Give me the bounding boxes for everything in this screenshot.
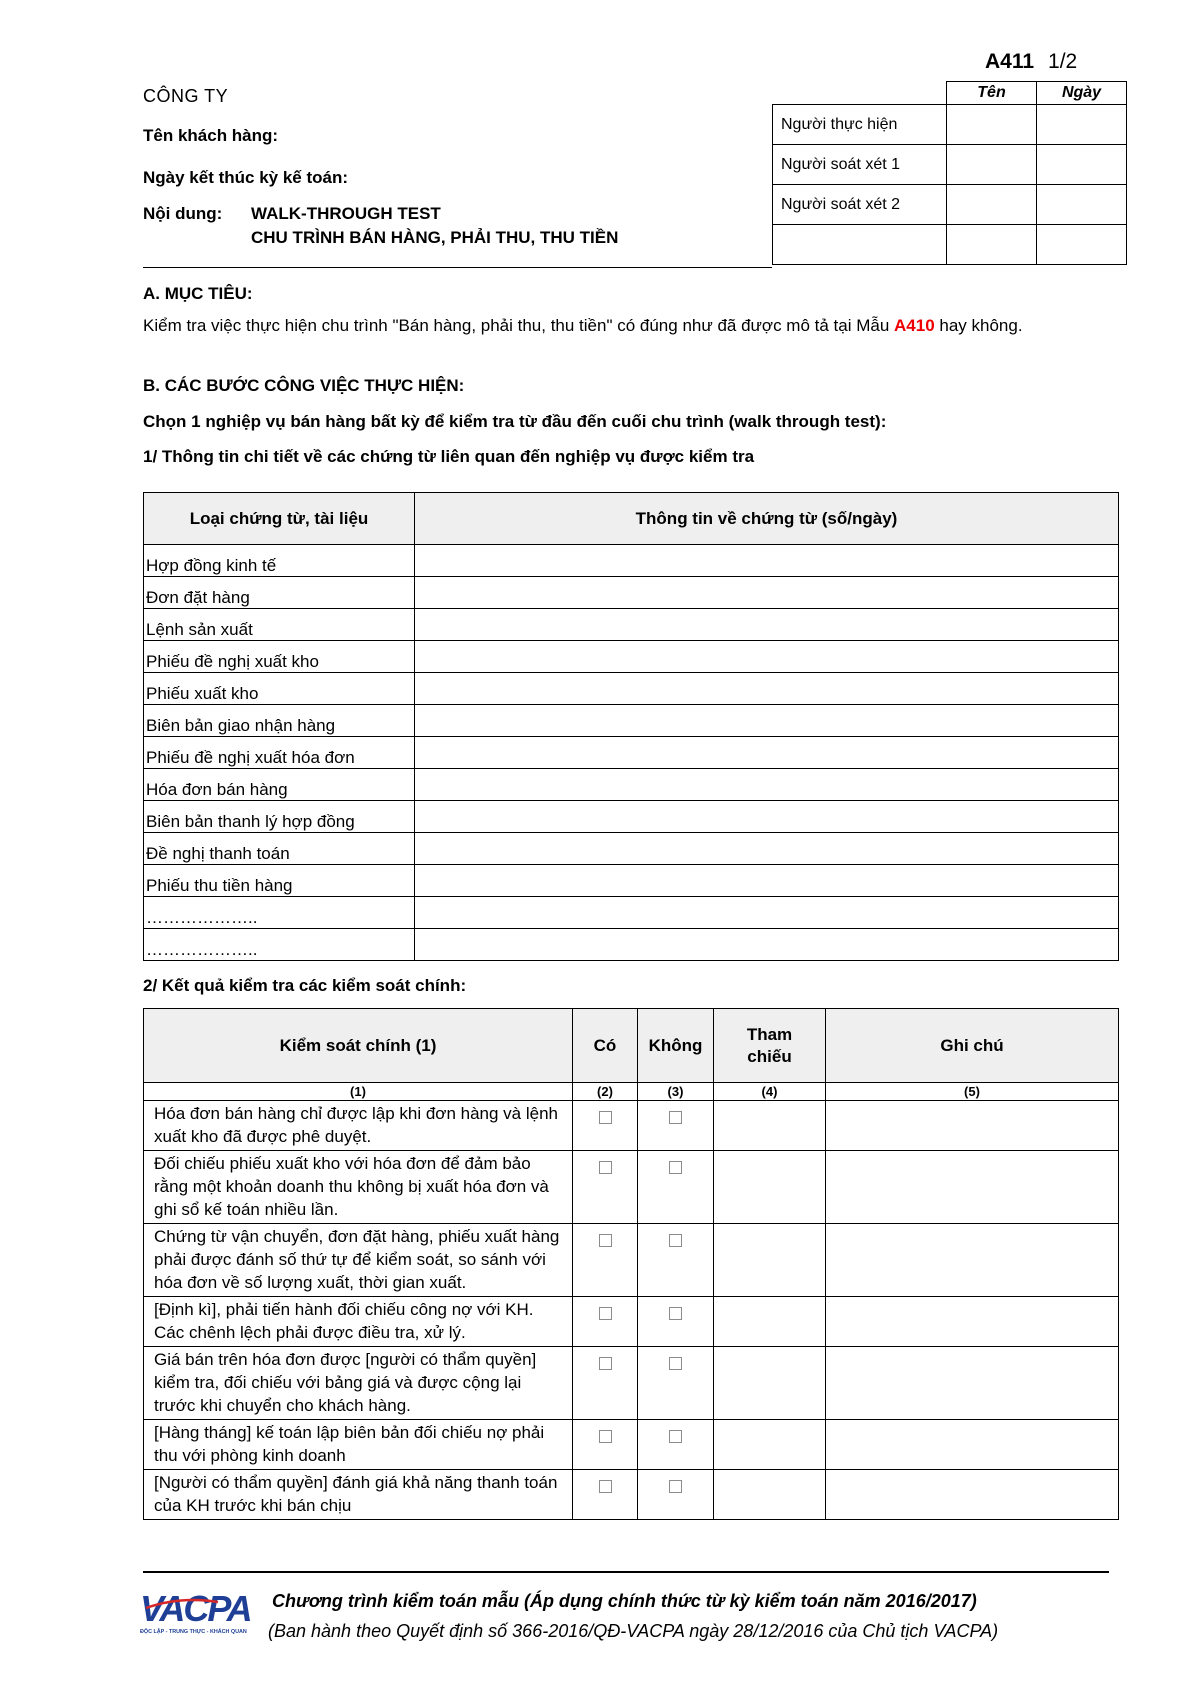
note-cell[interactable] xyxy=(826,1224,1119,1297)
doc-table-row xyxy=(144,865,1119,897)
control-description: [Định kì], phải tiến hành đối chiếu công nợ với KH. Các chênh lệch phải được điều tra, xử lý. xyxy=(144,1297,573,1347)
no-checkbox-cell xyxy=(638,1101,714,1151)
yes-checkbox-cell xyxy=(573,1151,638,1224)
doc-info-cell[interactable] xyxy=(415,865,1119,897)
column-index: (2) xyxy=(573,1083,638,1101)
vacpa-logo-tagline: ĐỘC LẬP - TRUNG THỰC - KHÁCH QUAN xyxy=(140,1629,247,1635)
doc-table-row xyxy=(144,705,1119,737)
reference-cell[interactable] xyxy=(714,1101,826,1151)
note-header: Ghi chú xyxy=(826,1009,1119,1083)
section-b-title: B. CÁC BƯỚC CÔNG VIỆC THỰC HIỆN: xyxy=(143,376,465,395)
doc-table-row xyxy=(144,609,1119,641)
doc-info-cell[interactable] xyxy=(415,929,1119,961)
no-checkbox-cell xyxy=(638,1224,714,1297)
doc-table-row xyxy=(144,673,1119,705)
doc-type-cell: Hợp đồng kinh tế xyxy=(144,545,415,577)
doc-table-row xyxy=(144,545,1119,577)
no-checkbox-cell xyxy=(638,1347,714,1420)
signoff-date-cell[interactable] xyxy=(1037,185,1127,225)
control-row xyxy=(144,1224,1119,1297)
signoff-date-cell[interactable] xyxy=(1037,145,1127,185)
objective-text-start: Kiểm tra việc thực hiện chu trình "Bán hàng, phải thu, thu tiền" có đúng như đã được mô tả tại Mẫu xyxy=(143,316,895,335)
doc-info-cell[interactable] xyxy=(415,801,1119,833)
doc-info-cell[interactable] xyxy=(415,737,1119,769)
doc-info-header: Thông tin về chứng từ (số/ngày) xyxy=(415,493,1119,545)
document-table-body xyxy=(144,545,1119,961)
form-code-number: A411 xyxy=(985,50,1035,73)
doc-info-cell[interactable] xyxy=(415,705,1119,737)
doc-info-cell[interactable] xyxy=(415,833,1119,865)
control-description: Đối chiếu phiếu xuất kho với hóa đơn để đảm bảo rằng một khoản doanh thu không bị xuất hóa đơn và ghi sổ kế toán nhiều lần. xyxy=(144,1151,573,1224)
signoff-col-date: Ngày xyxy=(1037,82,1127,105)
control-table xyxy=(143,1008,1119,1520)
section-a-title: A. MỤC TIÊU: xyxy=(143,284,253,303)
no-checkbox-cell xyxy=(638,1297,714,1347)
doc-type-header: Loại chứng từ, tài liệu xyxy=(144,493,415,545)
doc-info-cell[interactable] xyxy=(415,577,1119,609)
reference-header xyxy=(714,1009,826,1083)
column-index: (3) xyxy=(638,1083,714,1101)
yes-header: Có xyxy=(573,1009,638,1083)
yes-checkbox-cell xyxy=(573,1297,638,1347)
control-description: [Hàng tháng] kế toán lập biên bản đối chiếu nợ phải thu với phòng kinh doanh xyxy=(144,1420,573,1470)
header-divider xyxy=(143,267,772,268)
signoff-role: Người thực hiện xyxy=(773,105,947,145)
reference-cell[interactable] xyxy=(714,1151,826,1224)
walkthrough-instruction: Chọn 1 nghiệp vụ bán hàng bất kỳ để kiểm tra từ đầu đến cuối chu trình (walk through test): xyxy=(143,412,887,431)
yes-checkbox[interactable] xyxy=(599,1111,612,1124)
no-checkbox-cell xyxy=(638,1470,714,1520)
control-row xyxy=(144,1297,1119,1347)
signoff-name-cell[interactable] xyxy=(947,185,1037,225)
note-cell[interactable] xyxy=(826,1151,1119,1224)
doc-info-cell[interactable] xyxy=(415,609,1119,641)
doc-type-cell: Đơn đặt hàng xyxy=(144,577,415,609)
signoff-role: Người soát xét 1 xyxy=(773,145,947,185)
form-code xyxy=(985,50,1077,74)
reference-cell[interactable] xyxy=(714,1297,826,1347)
doc-type-cell: Lệnh sản xuất xyxy=(144,609,415,641)
note-cell[interactable] xyxy=(826,1101,1119,1151)
signoff-date-cell[interactable] xyxy=(1037,225,1127,265)
signoff-date-cell[interactable] xyxy=(1037,105,1127,145)
yes-checkbox-cell xyxy=(573,1470,638,1520)
doc-info-cell[interactable] xyxy=(415,641,1119,673)
client-name-label: Tên khách hàng: xyxy=(143,126,279,145)
doc-info-cell[interactable] xyxy=(415,673,1119,705)
doc-table-row xyxy=(144,801,1119,833)
control-description: [Người có thẩm quyền] đánh giá khả năng thanh toán của KH trước khi bán chịu xyxy=(144,1470,573,1520)
doc-type-cell: Biên bản giao nhận hàng xyxy=(144,705,415,737)
doc-info-cell[interactable] xyxy=(415,769,1119,801)
doc-table-row xyxy=(144,897,1119,929)
no-checkbox[interactable] xyxy=(669,1480,682,1493)
subsection-2-title: 2/ Kết quả kiểm tra các kiểm soát chính: xyxy=(143,976,467,995)
doc-type-cell: Đề nghị thanh toán xyxy=(144,833,415,865)
control-header: Kiểm soát chính (1) xyxy=(144,1009,573,1083)
subsection-1-title: 1/ Thông tin chi tiết về các chứng từ liên quan đến nghiệp vụ được kiểm tra xyxy=(143,447,755,466)
no-checkbox[interactable] xyxy=(669,1161,682,1174)
yes-checkbox-cell xyxy=(573,1347,638,1420)
control-description: Chứng từ vận chuyển, đơn đặt hàng, phiếu xuất hàng phải được đánh số thứ tự để kiểm soát, so sánh với hóa đơn về số lượng xuất, thời gian xuất. xyxy=(144,1224,573,1297)
footer-decision-note: (Ban hành theo Quyết định số 366-2016/QĐ-VACPA ngày 28/12/2016 của Chủ tịch VACPA) xyxy=(268,1621,999,1641)
reference-header-text: Tham chiếu xyxy=(746,1024,793,1066)
doc-type-cell: Phiếu thu tiền hàng xyxy=(144,865,415,897)
page-number: 1/2 xyxy=(1048,50,1078,73)
signoff-name-cell[interactable] xyxy=(947,225,1037,265)
doc-info-cell[interactable] xyxy=(415,545,1119,577)
note-cell[interactable] xyxy=(826,1420,1119,1470)
reference-cell[interactable] xyxy=(714,1347,826,1420)
vacpa-logo-text: VACPA xyxy=(140,1588,251,1629)
content-title-line2: CHU TRÌNH BÁN HÀNG, PHẢI THU, THU TIỀN xyxy=(251,228,619,247)
no-checkbox[interactable] xyxy=(669,1357,682,1370)
no-checkbox-cell xyxy=(638,1420,714,1470)
no-checkbox[interactable] xyxy=(669,1430,682,1443)
doc-type-cell: Hóa đơn bán hàng xyxy=(144,769,415,801)
company-label: CÔNG TY xyxy=(143,86,229,106)
yes-checkbox-cell xyxy=(573,1224,638,1297)
doc-table-row xyxy=(144,577,1119,609)
objective-text-end: hay không. xyxy=(934,316,1023,335)
yes-checkbox[interactable] xyxy=(599,1480,612,1493)
vacpa-logo xyxy=(140,1588,256,1636)
yes-checkbox[interactable] xyxy=(599,1234,612,1247)
doc-type-cell: ……………….. xyxy=(144,897,415,929)
doc-info-cell[interactable] xyxy=(415,897,1119,929)
note-cell[interactable] xyxy=(826,1347,1119,1420)
doc-table-row xyxy=(144,641,1119,673)
doc-type-cell: Phiếu đề nghị xuất kho xyxy=(144,641,415,673)
control-row xyxy=(144,1151,1119,1224)
control-row xyxy=(144,1101,1119,1151)
reference-a410: A410 xyxy=(894,316,935,335)
control-row xyxy=(144,1470,1119,1520)
yes-checkbox-cell xyxy=(573,1101,638,1151)
document-table xyxy=(143,492,1119,961)
doc-type-cell: ……………….. xyxy=(144,929,415,961)
signoff-name-cell[interactable] xyxy=(947,145,1037,185)
doc-table-row xyxy=(144,929,1119,961)
doc-table-row xyxy=(144,737,1119,769)
doc-table-row xyxy=(144,769,1119,801)
note-cell[interactable] xyxy=(826,1470,1119,1520)
column-index: (5) xyxy=(826,1083,1119,1101)
no-checkbox-cell xyxy=(638,1151,714,1224)
control-description: Giá bán trên hóa đơn được [người có thẩm quyền] kiểm tra, đối chiếu với bảng giá và được cộng lại trước khi chuyển cho khách hàng. xyxy=(144,1347,573,1420)
content-title-line1: WALK-THROUGH TEST xyxy=(251,204,441,223)
yes-checkbox[interactable] xyxy=(599,1357,612,1370)
control-row xyxy=(144,1420,1119,1470)
control-description: Hóa đơn bán hàng chỉ được lập khi đơn hàng và lệnh xuất kho đã được phê duyệt. xyxy=(144,1101,573,1151)
column-index: (4) xyxy=(714,1083,826,1101)
note-cell[interactable] xyxy=(826,1297,1119,1347)
doc-type-cell: Biên bản thanh lý hợp đồng xyxy=(144,801,415,833)
content-label: Nội dung: xyxy=(143,204,223,223)
doc-type-cell: Phiếu đề nghị xuất hóa đơn xyxy=(144,737,415,769)
yes-checkbox[interactable] xyxy=(599,1307,612,1320)
yes-checkbox[interactable] xyxy=(599,1161,612,1174)
signoff-name-cell[interactable] xyxy=(947,105,1037,145)
signoff-table xyxy=(772,81,1127,265)
signoff-role xyxy=(773,225,947,265)
footer-divider xyxy=(143,1571,1109,1573)
period-end-label: Ngày kết thúc kỳ kế toán: xyxy=(143,168,349,187)
no-checkbox[interactable] xyxy=(669,1234,682,1247)
signoff-role: Người soát xét 2 xyxy=(773,185,947,225)
doc-table-row xyxy=(144,833,1119,865)
yes-checkbox[interactable] xyxy=(599,1430,612,1443)
no-checkbox[interactable] xyxy=(669,1111,682,1124)
reference-cell[interactable] xyxy=(714,1224,826,1297)
doc-type-cell: Phiếu xuất kho xyxy=(144,673,415,705)
signoff-col-name: Tên xyxy=(947,82,1037,105)
reference-cell[interactable] xyxy=(714,1470,826,1520)
control-row xyxy=(144,1347,1119,1420)
yes-checkbox-cell xyxy=(573,1420,638,1470)
no-checkbox[interactable] xyxy=(669,1307,682,1320)
footer-program-title: Chương trình kiểm toán mẫu (Áp dụng chính thức từ kỳ kiểm toán năm 2016/2017) xyxy=(272,1591,977,1611)
column-index: (1) xyxy=(144,1083,573,1101)
no-header: Không xyxy=(638,1009,714,1083)
reference-cell[interactable] xyxy=(714,1420,826,1470)
control-table-body xyxy=(144,1101,1119,1520)
objective-text xyxy=(143,314,1133,337)
